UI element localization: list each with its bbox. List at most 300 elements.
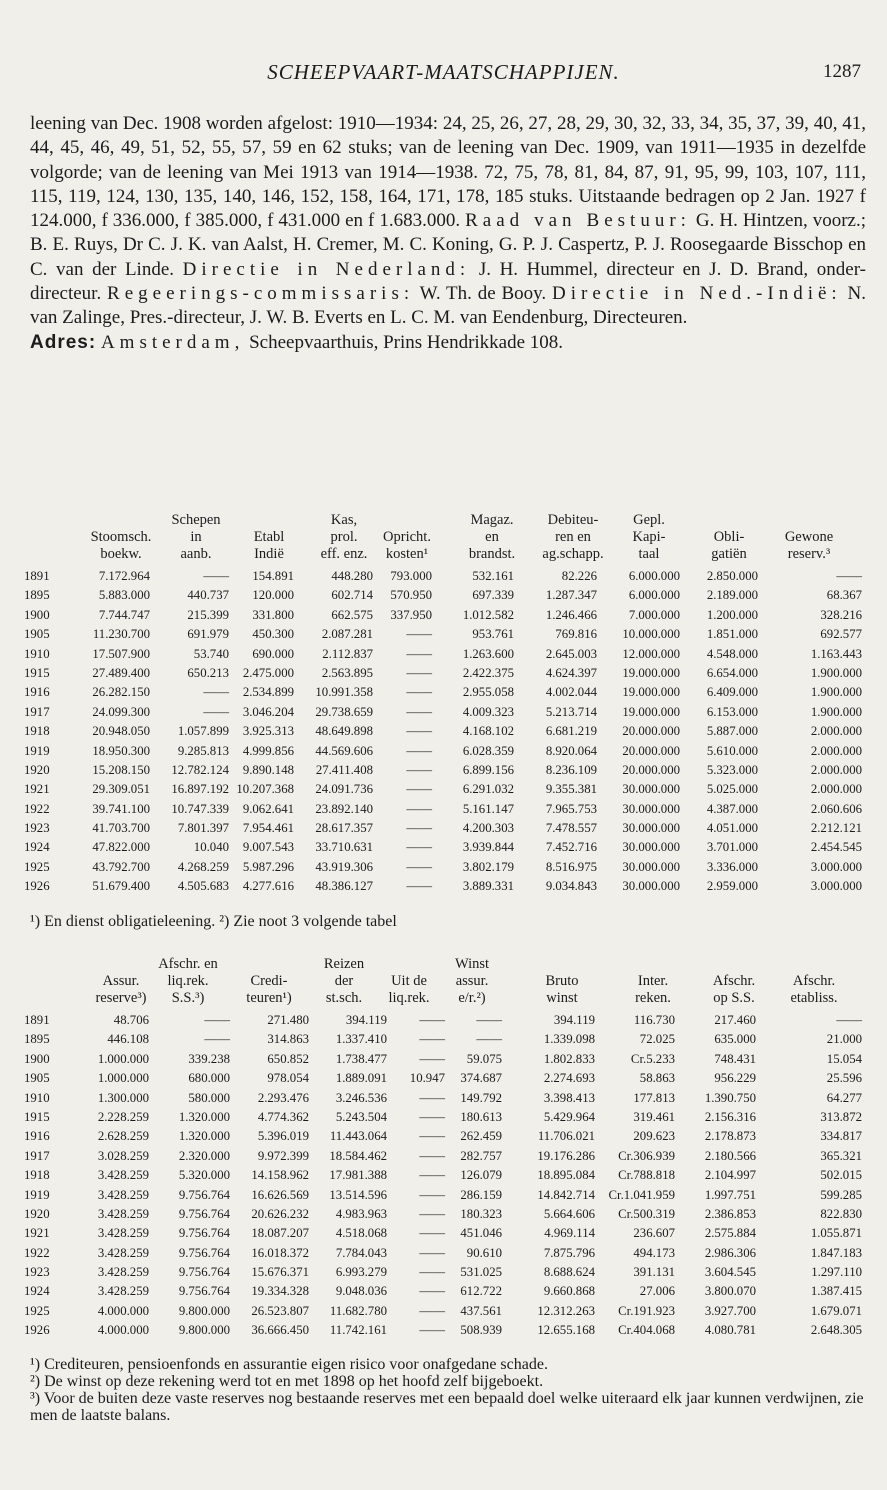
t2-cell: 314.863 <box>267 1032 309 1047</box>
t1-cell: —— <box>406 685 432 700</box>
t1-cell: 7.478.557 <box>545 821 597 836</box>
t1-cell: 1.263.600 <box>462 646 514 661</box>
t2-row <box>24 1282 870 1301</box>
t1-cell: 8.236.109 <box>545 762 597 777</box>
t1-cell: 16.897.192 <box>171 782 229 797</box>
t2-cell: 7.784.043 <box>335 1245 387 1260</box>
t2-cell: 4.000.000 <box>97 1323 149 1338</box>
t2-cell: 978.054 <box>267 1071 309 1086</box>
t1-cell: 2.850.000 <box>706 569 758 583</box>
t1-cell: 9.890.148 <box>242 762 294 777</box>
t2-cell: 394.119 <box>553 1013 595 1027</box>
t2-year-cell: 1905 <box>24 1071 50 1086</box>
t1-year-cell: 1900 <box>24 607 50 622</box>
t1-year-cell: 1905 <box>24 627 50 642</box>
t1-cell: 440.737 <box>187 588 229 603</box>
running-title: SCHEEPVAART-MAATSCHAPPIJEN. <box>267 60 620 84</box>
t2-column-header: teuren¹) <box>246 990 292 1006</box>
t2-cell: 11.682.780 <box>329 1303 387 1318</box>
t1-column-header: Indië <box>254 546 284 562</box>
t1-row <box>24 877 870 896</box>
t2-cell: 339.238 <box>188 1051 230 1066</box>
t1-cell: 532.161 <box>472 569 514 583</box>
t1-cell: 10.991.358 <box>315 685 373 700</box>
t1-cell: 41.703.700 <box>92 821 150 836</box>
t1-cell: 4.002.044 <box>545 685 597 700</box>
t1-cell: 793.000 <box>390 569 432 583</box>
t2-cell: 4.774.362 <box>257 1109 309 1124</box>
t1-cell: 6.899.156 <box>462 762 514 777</box>
t2-cell: 531.025 <box>460 1265 502 1280</box>
t2-cell: 5.396.019 <box>257 1129 309 1144</box>
t1-row <box>24 683 870 702</box>
t2-cell: 3.428.259 <box>97 1265 149 1280</box>
t2-row <box>24 1205 870 1224</box>
t1-cell: 2.534.899 <box>242 685 294 700</box>
directie-indie-label: Directie in Ned.-Indië: <box>552 283 842 305</box>
footnote-3: ³) Voor de buiten deze vaste reserves nog bestaande reserves met een bepaald doel welke uiteraard elk jaar kunnen verdwijnen, zie men de laatste balans. <box>30 1390 864 1424</box>
t1-cell: 6.153.000 <box>706 704 758 719</box>
t2-cell: 313.872 <box>820 1109 862 1124</box>
t1-cell: 6.291.032 <box>462 782 514 797</box>
t1-cell: 7.744.747 <box>98 607 150 622</box>
t2-cell: 9.756.764 <box>178 1284 230 1299</box>
t2-column-header: st.sch. <box>325 990 363 1006</box>
t2-cell: 11.443.064 <box>329 1129 387 1144</box>
t1-column-header: in <box>190 529 202 545</box>
t2-cell: 1.055.871 <box>810 1226 862 1241</box>
t2-row <box>24 1186 870 1205</box>
t2-year-cell: 1926 <box>24 1323 50 1338</box>
t1-cell: 3.939.844 <box>462 840 514 855</box>
t1-cell: 4.387.000 <box>706 801 758 816</box>
t2-cell: 209.623 <box>633 1129 675 1144</box>
t1-cell: 82.226 <box>561 569 597 583</box>
t1-cell: 9.285.813 <box>177 743 229 758</box>
t1-cell: 39.741.100 <box>92 801 150 816</box>
t2-cell: 6.993.279 <box>335 1265 387 1280</box>
t2-cell: 15.054 <box>826 1051 862 1066</box>
t2-year-cell: 1910 <box>24 1090 50 1105</box>
t2-cell: —— <box>476 1013 502 1027</box>
t2-cell: 9.660.868 <box>543 1284 595 1299</box>
t1-cell: 4.009.323 <box>462 704 514 719</box>
t1-cell: 68.367 <box>826 588 862 603</box>
t2-row <box>24 1147 870 1166</box>
t1-cell: 1.287.347 <box>545 588 597 603</box>
t1-cell: 769.816 <box>555 627 597 642</box>
t2-cell: 4.080.781 <box>704 1323 756 1338</box>
t1-column-header: Gewone <box>784 529 834 545</box>
t1-cell: 692.577 <box>820 627 862 642</box>
t1-cell: 450.300 <box>252 627 294 642</box>
t2-cell: 1.997.751 <box>704 1187 756 1202</box>
t2-cell: 2.178.873 <box>704 1129 756 1144</box>
t2-cell: Cr.191.923 <box>618 1303 675 1318</box>
t2-column-header: der <box>334 973 354 989</box>
t1-cell: —— <box>836 569 862 583</box>
t1-cell: 18.950.300 <box>92 743 150 758</box>
t1-cell: 43.919.306 <box>315 859 373 874</box>
t1-cell: 5.161.147 <box>462 801 514 816</box>
t2-cell: 16.018.372 <box>251 1245 309 1260</box>
t2-column-header: Credi- <box>250 973 288 989</box>
t1-cell: 10.747.339 <box>171 801 229 816</box>
t2-cell: —— <box>204 1013 230 1027</box>
t2-year-cell: 1920 <box>24 1206 50 1221</box>
t2-year-cell: 1924 <box>24 1284 50 1299</box>
t2-cell: 2.648.305 <box>810 1323 862 1338</box>
t2-cell: Cr.500.319 <box>618 1206 675 1221</box>
t1-year-cell: 1919 <box>24 743 50 758</box>
t2-year-cell: 1919 <box>24 1187 50 1202</box>
t2-column-header: liq.rek. <box>167 973 209 989</box>
t2-cell: 1.390.750 <box>704 1090 756 1105</box>
t2-cell: 2.104.997 <box>704 1168 756 1183</box>
t1-cell: 6.028.359 <box>462 743 514 758</box>
adres-text: Scheepvaarthuis, Prins Hendrikkade 108. <box>249 331 564 353</box>
t2-cell: 580.000 <box>188 1090 230 1105</box>
t2-column-header: Uit de <box>391 973 427 989</box>
t1-header-row <box>24 546 870 563</box>
t1-cell: —— <box>406 821 432 836</box>
page-number: 1287 <box>823 61 861 82</box>
t1-year-cell: 1917 <box>24 704 50 719</box>
directie-nederland-label: Directie in Nederland: <box>182 258 471 280</box>
t1-row <box>24 625 870 644</box>
t2-cell: 3.604.545 <box>704 1265 756 1280</box>
t2-header-row <box>24 990 870 1007</box>
t1-column-header: ren en <box>555 529 591 545</box>
t1-cell: 4.548.000 <box>706 646 758 661</box>
t1-cell: 215.399 <box>187 607 229 622</box>
t1-column-header: Magaz. <box>470 512 514 528</box>
t2-cell: 286.159 <box>460 1187 502 1202</box>
t1-column-header: Stoomsch. <box>90 529 152 545</box>
t2-cell: 3.246.536 <box>335 1090 387 1105</box>
t1-cell: 2.454.545 <box>810 840 862 855</box>
t1-cell: 7.801.397 <box>177 821 229 836</box>
t1-cell: —— <box>406 782 432 797</box>
t2-cell: 217.460 <box>714 1013 756 1027</box>
t1-cell: 650.213 <box>187 665 229 680</box>
t2-cell: 394.119 <box>345 1013 387 1027</box>
t2-cell: 650.852 <box>267 1051 309 1066</box>
t1-cell: 9.355.381 <box>545 782 597 797</box>
t2-cell: 27.006 <box>639 1284 675 1299</box>
t2-cell: 18.087.207 <box>251 1226 309 1241</box>
t1-column-header: taal <box>638 546 660 562</box>
t1-cell: 10.000.000 <box>622 627 680 642</box>
adres-label: Adres: <box>30 331 97 353</box>
t2-year-cell: 1917 <box>24 1148 50 1163</box>
t2-cell: 2.293.476 <box>257 1090 309 1105</box>
t1-cell: 2.189.000 <box>706 588 758 603</box>
t2-cell: 391.131 <box>633 1265 675 1280</box>
t2-cell: —— <box>419 1051 445 1066</box>
t1-cell: 4.624.397 <box>545 665 597 680</box>
t2-column-header: etabliss. <box>790 990 838 1006</box>
t2-cell: 2.628.259 <box>97 1129 149 1144</box>
t2-cell: 956.229 <box>714 1071 756 1086</box>
t2-column-header: liq.rek. <box>388 990 430 1006</box>
t1-row <box>24 567 870 586</box>
t2-cell: 446.108 <box>107 1032 149 1047</box>
t1-cell: 29.738.659 <box>315 704 373 719</box>
t2-cell: 9.800.000 <box>178 1303 230 1318</box>
t2-cell: 1.000.000 <box>97 1051 149 1066</box>
t2-cell: —— <box>419 1206 445 1221</box>
t1-year-cell: 1922 <box>24 801 50 816</box>
t1-column-header: Obli- <box>713 529 745 545</box>
t1-cell: 12.782.124 <box>171 762 229 777</box>
t2-cell: 635.000 <box>714 1032 756 1047</box>
t2-cell: 1.320.000 <box>178 1109 230 1124</box>
t1-column-header: ag.schapp. <box>542 546 604 562</box>
t1-cell: 3.701.000 <box>706 840 758 855</box>
t2-column-header: winst <box>546 990 578 1006</box>
t1-year-cell: 1921 <box>24 782 50 797</box>
t2-column-header: Afschr. <box>792 973 836 989</box>
t1-year-cell: 1925 <box>24 859 50 874</box>
t1-cell: 6.654.000 <box>706 665 758 680</box>
t1-column-header: reserv.³ <box>787 546 831 562</box>
t2-cell: 2.320.000 <box>178 1148 230 1163</box>
t2-column-header: op S.S. <box>713 990 755 1006</box>
t2-year-cell: 1891 <box>24 1013 50 1027</box>
t1-cell: 3.000.000 <box>810 859 862 874</box>
t2-cell: 1.337.410 <box>335 1032 387 1047</box>
t1-cell: 1.200.000 <box>706 607 758 622</box>
t1-cell: 23.892.140 <box>315 801 373 816</box>
t2-cell: 2.575.884 <box>704 1226 756 1241</box>
t1-cell: 154.891 <box>252 569 294 583</box>
t2-cell: 2.386.853 <box>704 1206 756 1221</box>
t2-cell: Cr.306.939 <box>618 1148 675 1163</box>
t1-cell: 5.213.714 <box>545 704 597 719</box>
t2-column-header: Bruto <box>545 973 579 989</box>
t2-cell: 437.561 <box>460 1303 502 1318</box>
t2-cell: 72.025 <box>639 1032 675 1047</box>
company-description <box>30 112 866 355</box>
t2-cell: 1.387.415 <box>810 1284 862 1299</box>
t1-cell: 7.452.716 <box>545 840 597 855</box>
t2-cell: 3.428.259 <box>97 1206 149 1221</box>
t1-cell: 2.000.000 <box>810 782 862 797</box>
t1-cell: —— <box>203 569 229 583</box>
t1-cell: 7.954.461 <box>242 821 294 836</box>
t2-cell: 3.428.259 <box>97 1187 149 1202</box>
t2-column-header: Winst <box>454 956 490 972</box>
t1-cell: 1.851.000 <box>706 627 758 642</box>
t2-row <box>24 1244 870 1263</box>
t2-row <box>24 1321 870 1340</box>
t1-cell: 1.246.466 <box>545 607 597 622</box>
t1-cell: —— <box>406 724 432 739</box>
t1-year-cell: 1924 <box>24 840 50 855</box>
t2-cell: 319.461 <box>633 1109 675 1124</box>
t2-cell: 18.584.462 <box>329 1148 387 1163</box>
t1-row <box>24 819 870 838</box>
t2-cell: 2.180.566 <box>704 1148 756 1163</box>
t2-cell: 822.830 <box>820 1206 862 1221</box>
t2-cell: —— <box>419 1013 445 1027</box>
t2-year-cell: 1895 <box>24 1032 50 1047</box>
t1-cell: 27.411.408 <box>315 762 373 777</box>
t1-cell: 2.060.606 <box>810 801 862 816</box>
t1-cell: 12.000.000 <box>622 646 680 661</box>
t1-cell: 2.959.000 <box>706 879 758 894</box>
t2-cell: 116.730 <box>633 1013 675 1027</box>
t1-cell: 602.714 <box>331 588 373 603</box>
t1-cell: —— <box>406 879 432 894</box>
t1-cell: 20.000.000 <box>622 724 680 739</box>
t1-cell: 7.000.000 <box>628 607 680 622</box>
t2-cell: 9.756.764 <box>178 1187 230 1202</box>
t1-cell: 3.046.204 <box>242 704 294 719</box>
t1-year-cell: 1923 <box>24 821 50 836</box>
t2-cell: 9.756.764 <box>178 1206 230 1221</box>
t2-cell: 599.285 <box>820 1187 862 1202</box>
directie-indie-members: N. van Zalinge, Pres.-directeur, J. W. B. Everts en L. C. M. van Eendenburg, Directeuren. <box>30 283 866 329</box>
t2-cell: 2.156.316 <box>704 1109 756 1124</box>
t2-row <box>24 1030 870 1049</box>
t2-cell: —— <box>419 1148 445 1163</box>
t2-cell: 3.398.413 <box>543 1090 595 1105</box>
footnote-2: ²) De winst op deze rekening werd tot en met 1898 op het hoofd zelf bijgeboekt. <box>30 1373 544 1390</box>
raad-van-bestuur-members: G. H. Hintzen, voorz.; B. E. Ruys, Dr C. J. K. van Aalst, H. Cremer, M. C. Koning, G. P. J. Caspertz, P. J. Roosegaarde Bisschop en C. van der Linde. <box>30 210 866 280</box>
t1-cell: 2.955.058 <box>462 685 514 700</box>
t2-column-header: Afschr. en <box>158 956 218 972</box>
t1-cell: —— <box>406 801 432 816</box>
t1-cell: 691.979 <box>187 627 229 642</box>
t2-cell: 2.228.259 <box>97 1109 149 1124</box>
t2-cell: 64.277 <box>826 1090 862 1105</box>
t2-cell: 10.947 <box>409 1071 445 1086</box>
t1-cell: 43.792.700 <box>92 859 150 874</box>
t2-row <box>24 1302 870 1321</box>
t1-cell: 6.000.000 <box>628 569 680 583</box>
t1-cell: 11.230.700 <box>92 627 150 642</box>
t2-cell: 149.792 <box>460 1090 502 1105</box>
t1-cell: —— <box>406 840 432 855</box>
profit-table <box>24 956 870 1341</box>
t1-cell: 51.679.400 <box>92 879 150 894</box>
t1-cell: 20.000.000 <box>622 762 680 777</box>
t2-cell: 4.000.000 <box>97 1303 149 1318</box>
t1-row <box>24 664 870 683</box>
t1-cell: —— <box>406 743 432 758</box>
t2-year-cell: 1918 <box>24 1168 50 1183</box>
t2-column-header: assur. <box>455 973 489 989</box>
t2-cell: Cr.788.818 <box>618 1168 675 1183</box>
t1-cell: 1.900.000 <box>810 685 862 700</box>
t1-cell: 4.168.102 <box>462 724 514 739</box>
t1-cell: 2.563.895 <box>321 665 373 680</box>
t2-cell: 282.757 <box>460 1148 502 1163</box>
t1-cell: —— <box>406 704 432 719</box>
t2-year-cell: 1921 <box>24 1226 50 1241</box>
t1-cell: 30.000.000 <box>622 801 680 816</box>
t2-cell: 9.756.764 <box>178 1265 230 1280</box>
t2-cell: 1.802.833 <box>543 1051 595 1066</box>
t2-cell: 5.664.606 <box>543 1206 595 1221</box>
t1-column-header: kosten¹ <box>385 546 429 562</box>
t2-cell: 2.274.693 <box>543 1071 595 1086</box>
t1-cell: 19.000.000 <box>622 685 680 700</box>
t1-cell: 26.282.150 <box>92 685 150 700</box>
t1-cell: 4.999.856 <box>242 743 294 758</box>
t2-cell: 1.679.071 <box>810 1303 862 1318</box>
t1-column-header: aanb. <box>180 546 212 562</box>
t1-cell: 3.336.000 <box>706 859 758 874</box>
t2-cell: 1.000.000 <box>97 1071 149 1086</box>
t2-cell: 16.626.569 <box>251 1187 309 1202</box>
t2-row <box>24 1069 870 1088</box>
t1-column-header: Gepl. <box>633 512 665 528</box>
t2-cell: 180.613 <box>460 1109 502 1124</box>
t2-cell: 14.842.714 <box>537 1187 595 1202</box>
t1-cell: —— <box>406 646 432 661</box>
t1-row <box>24 722 870 741</box>
t2-cell: —— <box>419 1168 445 1183</box>
t2-cell: 58.863 <box>639 1071 675 1086</box>
footnote-1: ¹) Crediteuren, pensioenfonds en assurantie eigen risico voor onafgedane schade. <box>30 1356 548 1373</box>
t2-cell: 26.523.807 <box>251 1303 309 1318</box>
t1-row <box>24 858 870 877</box>
t1-column-header: en <box>485 529 499 545</box>
t1-cell: 48.649.898 <box>315 724 373 739</box>
t1-cell: 3.925.313 <box>242 724 294 739</box>
t1-cell: 337.950 <box>390 607 432 622</box>
t2-cell: 612.722 <box>460 1284 502 1299</box>
t1-cell: 3.000.000 <box>810 879 862 894</box>
t1-year-cell: 1926 <box>24 879 50 894</box>
t1-cell: 8.920.064 <box>545 743 597 758</box>
t1-year-cell: 1910 <box>24 646 50 661</box>
t2-cell: 3.800.070 <box>704 1284 756 1299</box>
t1-header-row <box>24 529 870 546</box>
t2-cell: 494.173 <box>633 1245 675 1260</box>
t2-year-cell: 1915 <box>24 1109 50 1124</box>
t1-cell: 7.172.964 <box>98 569 150 583</box>
t2-cell: 7.875.796 <box>543 1245 595 1260</box>
t1-row <box>24 742 870 761</box>
t2-cell: Cr.404.068 <box>618 1323 675 1338</box>
t2-cell: 90.610 <box>466 1245 502 1260</box>
t1-cell: 30.000.000 <box>622 859 680 874</box>
t1-column-header: brandst. <box>468 546 516 562</box>
t2-cell: 3.028.259 <box>97 1148 149 1163</box>
t2-cell: 3.428.259 <box>97 1168 149 1183</box>
t2-cell: —— <box>419 1109 445 1124</box>
t2-year-cell: 1916 <box>24 1129 50 1144</box>
directie-nederland-members: J. H. Hummel, directeur en J. D. Brand, onder-directeur. <box>30 258 867 305</box>
t1-column-header: eff. enz. <box>320 546 368 562</box>
t1-cell: 5.883.000 <box>98 588 150 603</box>
t2-column-header: e/r.²) <box>458 990 486 1006</box>
t2-cell: 19.176.286 <box>537 1148 595 1163</box>
t2-cell: 4.983.963 <box>335 1206 387 1221</box>
t1-cell: 20.000.000 <box>622 743 680 758</box>
t2-cell: 374.687 <box>460 1071 502 1086</box>
t2-cell: 9.756.764 <box>178 1245 230 1260</box>
t1-cell: 697.339 <box>472 588 514 603</box>
t1-cell: 120.000 <box>252 588 294 603</box>
t2-cell: 1.889.091 <box>335 1071 387 1086</box>
t2-cell: 1.300.000 <box>97 1090 149 1105</box>
t1-cell: 30.000.000 <box>622 782 680 797</box>
